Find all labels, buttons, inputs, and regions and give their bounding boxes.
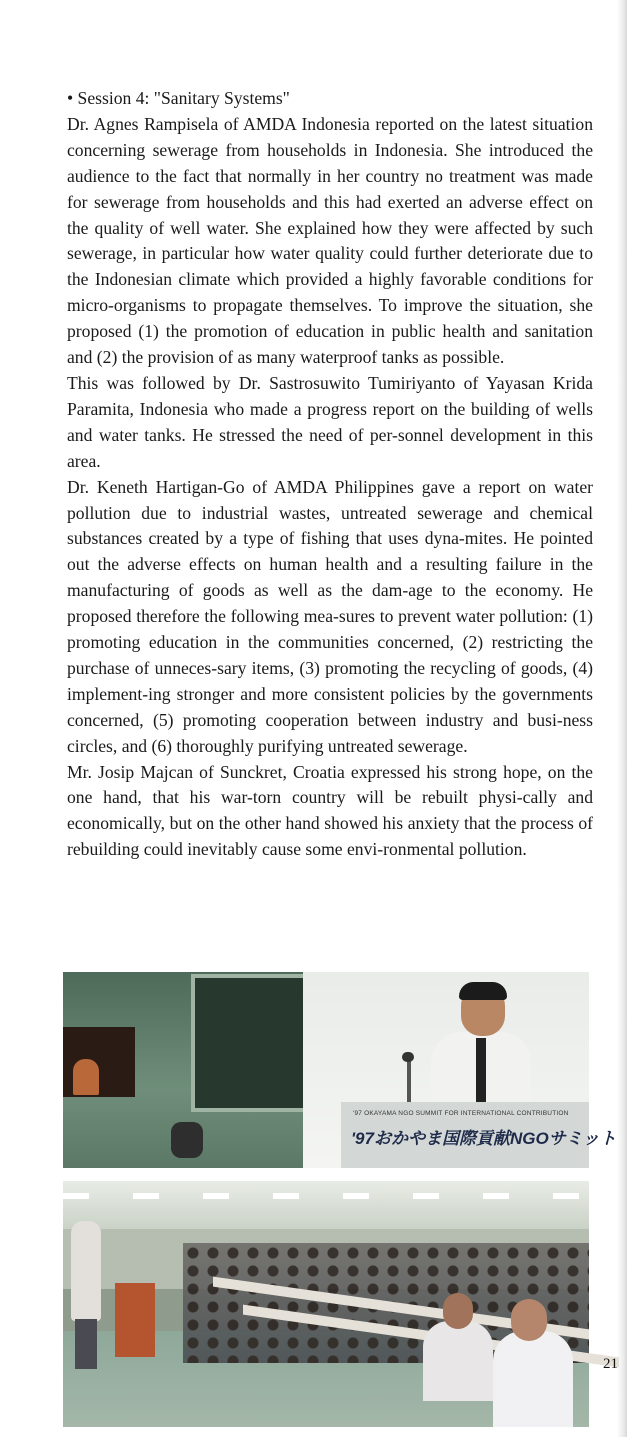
photo-blackboard [191, 974, 311, 1112]
page-number: 21 [603, 1356, 618, 1372]
session-heading: • Session 4: "Sanitary Systems" [67, 88, 290, 108]
photo-attendee [423, 1321, 493, 1401]
paragraph-tumiriyanto: This was followed by Dr. Sastrosuwito Tumiriyanto of Yayasan Krida Paramita, Indonesia who made a progress report on the building of wells and water tanks. He stressed the need of per-sonnel development in this area. [67, 372, 593, 471]
speaker-photo [63, 972, 617, 1168]
photo-front-attendee [493, 1331, 573, 1427]
photo-projection-screen [63, 1027, 135, 1097]
photo-ceiling [63, 1181, 589, 1231]
photo-standing-speaker [71, 1221, 101, 1321]
photo-speaker-hair [459, 982, 507, 1000]
article-body [67, 86, 593, 863]
audience-photo [63, 1181, 589, 1427]
paragraph-majcan: Mr. Josip Majcan of Sunckret, Croatia expressed his strong hope, on the one hand, that his war-torn country will be rebuilt physi-cally and economically, but on the other hand showed his anxiety that the process of rebuilding could inevitably cause some envi-ronmental pollution. [67, 761, 593, 860]
photo-lectern [115, 1283, 155, 1357]
photo-attendee-head [443, 1293, 473, 1329]
photo-screen-figure [73, 1059, 99, 1095]
photo-speaker-tie [476, 1038, 486, 1108]
page-edge-shadow [617, 0, 627, 1437]
photo-speaker-legs [75, 1319, 97, 1369]
podium-sign [341, 1102, 617, 1168]
podium-sign-caption: '97 OKAYAMA NGO SUMMIT FOR INTERNATIONAL CONTRIBUTION [353, 1110, 569, 1117]
paragraph-rampisela: Dr. Agnes Rampisela of AMDA Indonesia reported on the latest situation concerning sewerage from households in Indonesia. She introduced the audience to the fact that normally in her country no treatment was made for sewerage from households and this had exerted an adverse effect on the quality of well water. She explained how they were affected by such sewerage, in particular how water quality could further deteriorate due to the Indonesian climate which provided a highly favorable conditions for micro-organisms to propagate themselves. To improve the situation, she proposed (1) the promotion of education in public health and sanitation and (2) the provision of as many waterproof tanks as possible. [67, 113, 593, 368]
paragraph-hartigan-go: Dr. Keneth Hartigan-Go of AMDA Philippines gave a report on water pollution due to industrial wastes, untreated sewerage and chemical substances created by a type of fishing that uses dyna-mites. He pointed out the adverse effects on human health and a resulting failure in the manufacturing of goods as well as the dam-age to the economy. He proposed therefore the following mea-sures to prevent water pollution: (1) promoting education in the communities concerned, (2) restricting the purchase of unneces-sary items, (3) promoting the recycling of goods, (4) implement-ing stronger and more consistent policies by the governments concerned, (5) promoting cooperation between industry and busi-ness circles, and (6) thoroughly purifying untreated sewerage. [67, 476, 593, 756]
microphone-icon [402, 1052, 414, 1062]
photo-front-attendee-head [511, 1299, 547, 1341]
photo-chair [171, 1122, 203, 1158]
photo-mic-stand [407, 1058, 411, 1108]
photo-ceiling-lights [63, 1193, 589, 1199]
podium-sign-title: '97おかやま国際貢献NGOサミット [351, 1129, 617, 1148]
